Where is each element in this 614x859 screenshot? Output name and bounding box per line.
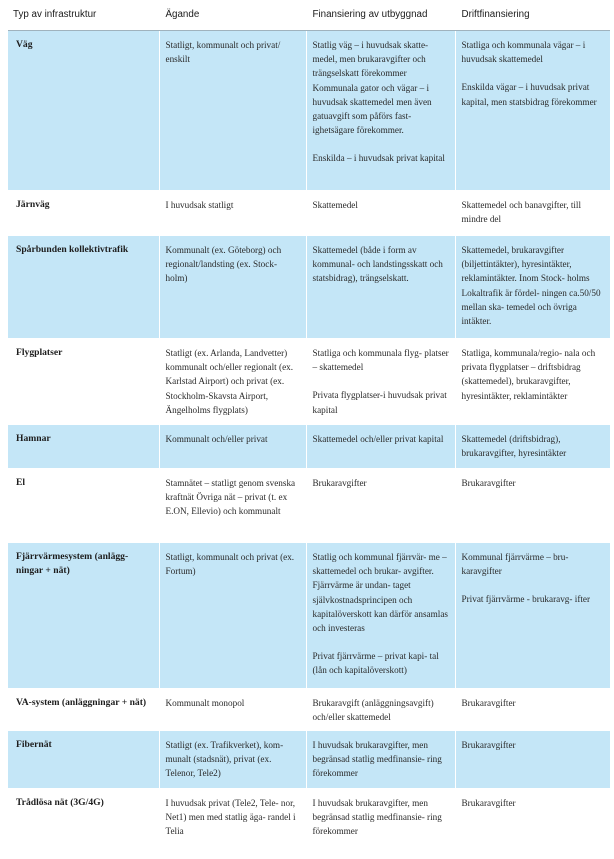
cell-text: Statligt, kommunalt och privat (ex. Fortum)	[165, 552, 295, 577]
cell-text: I huvudsak privat (Tele2, Tele- nor, Net1) men med statlig äga- randel i Telia	[165, 798, 296, 837]
cell-build-financing	[306, 236, 455, 339]
cell-text: Privat fjärrvärme - brukaravg- ifter	[461, 594, 591, 605]
cell-text: Enskilda – i huvudsak privat kapital	[312, 153, 445, 164]
header-row	[8, 6, 610, 31]
cell-ownership	[159, 425, 306, 469]
cell-text: Brukaravgifter	[312, 478, 367, 488]
cell-operations-financing	[455, 31, 610, 191]
cell-text: Brukaravgifter	[461, 798, 516, 808]
cell-build-financing	[306, 689, 455, 731]
cell-build-financing	[306, 731, 455, 789]
cell-build-financing	[306, 469, 455, 543]
cell-build-financing	[306, 191, 455, 236]
cell-text: Statlig och kommunal fjärrvär- me – skattemedel och brukar- avgifter. Fjärrvärme är undan- taget självkostnadsprincipen och kapitalöverskott kan därför ansamlas och investeras	[312, 552, 448, 634]
header-operations-financing: Driftfinansiering	[455, 6, 610, 31]
cell-operations-financing	[455, 191, 610, 236]
cell-operations-financing	[455, 425, 610, 469]
cell-text: Skattemedel	[312, 200, 358, 210]
cell-text: Skattemedel och banavgifter, till mindre del	[461, 200, 582, 225]
cell-text: Statligt (ex. Arlanda, Landvetter) kommunalt och/eller regionalt (ex. Karlstad Airport) och privat (ex. Stockholm-Skavsta Airport, Ängelholms flygplats)	[165, 348, 294, 415]
cell-text: Skattemedel och/eller privat kapital	[312, 434, 444, 444]
cell-type: Järnväg	[8, 191, 159, 236]
cell-type: VA-system (anläggningar + nät)	[8, 689, 159, 731]
cell-text: Kommunalt monopol	[165, 698, 245, 708]
cell-operations-financing	[455, 236, 610, 339]
table-row-flygplatser	[8, 339, 610, 425]
cell-operations-financing	[455, 339, 610, 425]
cell-text: Brukaravgift (anläggningsavgift) och/eller skattemedel	[312, 698, 434, 723]
cell-build-financing	[306, 425, 455, 469]
table-row-va-system	[8, 689, 610, 731]
cell-text: Brukaravgifter	[461, 698, 516, 708]
table-row-tradlosa-nat	[8, 789, 610, 845]
cell-operations-financing	[455, 789, 610, 845]
cell-text: Statligt (ex. Trafikverket), kom- munalt (stadsnät), privat (ex. Telenor, Tele2)	[165, 740, 284, 779]
cell-ownership	[159, 191, 306, 236]
cell-type: Väg	[8, 31, 159, 191]
cell-text: I huvudsak brukaravgifter, men begränsad statlig medfinansie- ring förekommer	[312, 798, 442, 837]
cell-operations-financing	[455, 543, 610, 689]
table-row-hamnar	[8, 425, 610, 469]
cell-text: Statliga och kommunala vägar – i huvudsak skattemedel	[461, 40, 586, 65]
cell-ownership	[159, 543, 306, 689]
table-row-vag	[8, 31, 610, 191]
cell-text: Privata flygplatser-i huvudsak privat kapital	[312, 390, 447, 415]
cell-build-financing	[306, 543, 455, 689]
cell-type: Fibernät	[8, 731, 159, 789]
cell-type: Hamnar	[8, 425, 159, 469]
cell-ownership	[159, 789, 306, 845]
cell-operations-financing	[455, 469, 610, 543]
cell-text: Enskilda vägar – i huvudsak privat kapital, men statsbidrag förekommer	[461, 82, 597, 107]
cell-text: Statlig väg – i huvudsak skatte- medel, men brukaravgifter och trängselskatt förekommer Kommunala gator och vägar – i huvudsak skattemedel men även gatuavgift som påförs fast- ighetsägare förekommer.	[312, 40, 432, 136]
cell-ownership	[159, 31, 306, 191]
header-ownership: Ägande	[159, 6, 306, 31]
cell-ownership	[159, 689, 306, 731]
cell-text: Skattemedel (både i form av kommunal- och landstingsskatt och statsbidrag), trängselskatt.	[312, 245, 443, 284]
cell-build-financing	[306, 789, 455, 845]
table-row-fjarrvarme	[8, 543, 610, 689]
table-row-el	[8, 469, 610, 543]
cell-text: Kommunalt och/eller privat	[165, 434, 268, 444]
cell-text: Statligt, kommunalt och privat/ enskilt	[165, 40, 281, 65]
cell-text: I huvudsak statligt	[165, 200, 234, 210]
header-type: Typ av infrastruktur	[8, 6, 159, 31]
cell-ownership	[159, 731, 306, 789]
cell-build-financing	[306, 31, 455, 191]
cell-type: Flygplatser	[8, 339, 159, 425]
cell-text: Statliga och kommunala flyg- platser – skattemedel	[312, 348, 449, 373]
cell-operations-financing	[455, 731, 610, 789]
cell-build-financing	[306, 339, 455, 425]
cell-text: Stamnätet – statligt genom svenska kraftnät Övriga nät – privat (t. ex E.ON, Ellevio) och kommunalt	[165, 478, 296, 517]
cell-ownership	[159, 339, 306, 425]
table-row-jarnvag	[8, 191, 610, 236]
header-build-financing: Finansiering av utbyggnad	[306, 6, 455, 31]
cell-ownership	[159, 469, 306, 543]
cell-text: Statliga, kommunala/regio- nala och privata flygplatser – driftsbidrag (skattemedel), brukaravgifter, hyresintäkter, reklamintäkter	[461, 348, 596, 401]
cell-text: Privat fjärrvärme – privat kapi- tal (lån och kapitalöverskott)	[312, 651, 439, 676]
cell-ownership	[159, 236, 306, 339]
cell-type: Trådlösa nät (3G/4G)	[8, 789, 159, 845]
infrastructure-financing-table	[8, 6, 610, 845]
cell-operations-financing	[455, 689, 610, 731]
cell-type: Spårbunden kollektivtrafik	[8, 236, 159, 339]
cell-text: Skattemedel, brukaravgifter (biljettintäkter), hyresintäkter, reklamintäkter. Inom Stock- holms Lokaltrafik är fördel- ningen ca.50/50 mellan ska- temedel och övriga intäkter.	[461, 245, 601, 327]
cell-type: Fjärrvärmesystem (anlägg- ningar + nät)	[8, 543, 159, 689]
cell-text: Skattemedel (driftsbidrag), brukaravgifter, hyresintäkter	[461, 434, 567, 459]
cell-text: Kommunal fjärrvärme – bru- karavgifter	[461, 552, 569, 577]
cell-text: Brukaravgifter	[461, 740, 516, 750]
cell-text: I huvudsak brukaravgifter, men begränsad statlig medfinansie- ring förekommer	[312, 740, 442, 779]
cell-type: El	[8, 469, 159, 543]
table-row-sparbunden	[8, 236, 610, 339]
table-row-fibernat	[8, 731, 610, 789]
cell-text: Kommunalt (ex. Göteborg) och regionalt/landsting (ex. Stock- holm)	[165, 245, 282, 284]
cell-text: Brukaravgifter	[461, 478, 516, 488]
